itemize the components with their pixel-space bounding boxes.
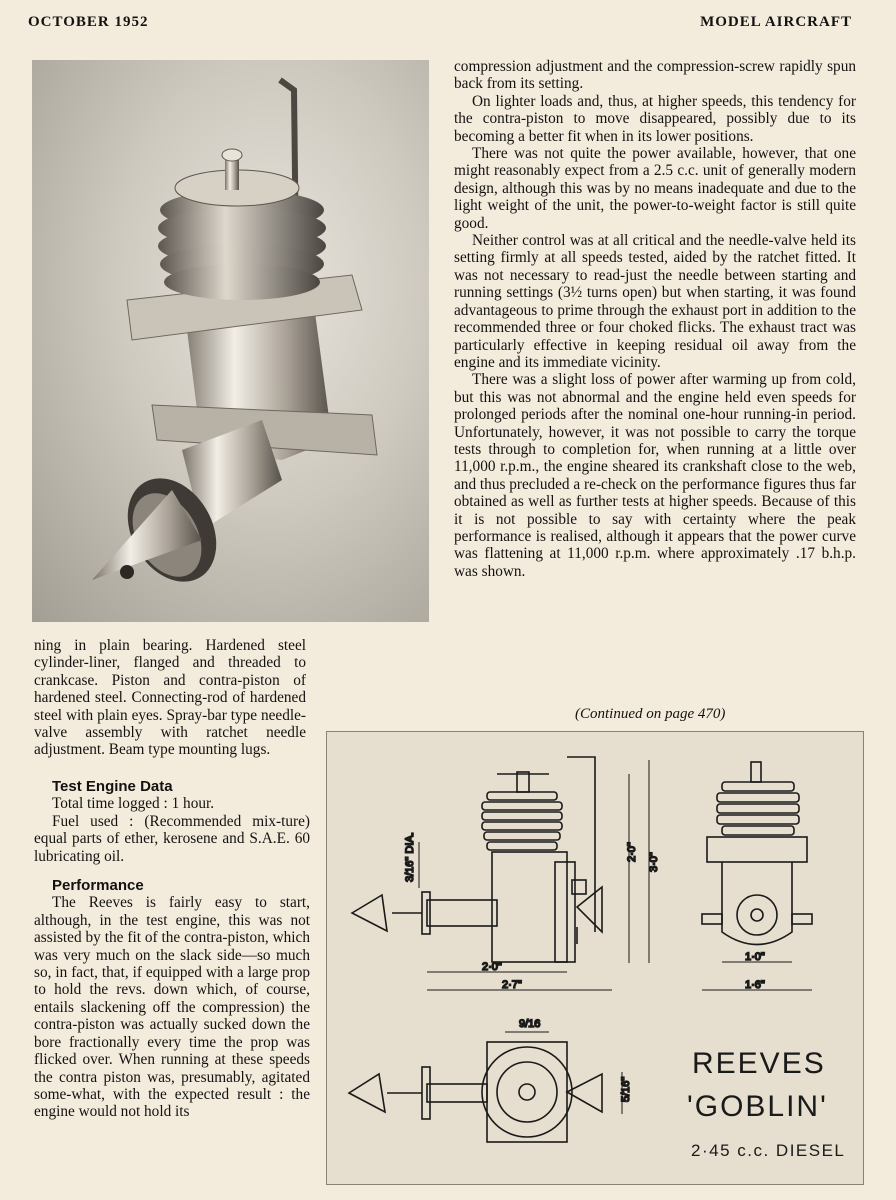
engine-photo [32,60,429,622]
performance-text: The Reeves is fairly easy to start, although, in the test engine, this was not assisted by the fit of the contra-piston, which was very much on the slack side—so much so, in fact, that, if equipped with a large prop to hold the revs. down which, of course, entails slackening off the compression) the contra-piston was actually sucked down the bore fractionally every time the prop was flicked over. When running at these speeds the contra piston was, presumably, agitated some-what, with the expected result : the engine would not hold its [34,894,310,1121]
dim-label: 2·7" [502,979,522,991]
left-column [34,778,310,1121]
drawing-title-2: 'GOBLIN' [687,1090,828,1123]
dim-label: 5/16" [620,1076,632,1102]
dim-label: 2·0" [482,961,502,973]
paragraph: compression adjustment and the compression-screw rapidly spun back from its setting. [454,58,856,93]
paragraph: There was a slight loss of power after warming up from cold, but this was not abnormal and the engine held even speeds for prolonged periods after the nominal one-hour running-in period. Unfortunately, however, it was not possible to carry the torque tests through to completion for, when running at a little over 11,000 r.p.m., the engine sheared its crankshaft close to the web, and thus precluded a re-check on the performance figures thus far obtained as well as further tests at higher speeds. Because of this it is not possible to say with certainty where the peak performance is realised, although it appears that the power curve was flattening at 11,000 r.p.m. where approximately .17 b.h.p. was shown. [454,371,856,580]
performance-heading: Performance [52,877,144,895]
dim-label: 2·0" [626,842,638,862]
paragraph: Neither control was at all critical and the needle-valve held its setting firmly at all speeds tested, aided by the ratchet fitted. It was not necessary to read-just the needle between starting and running settings (3½ turns open) but when starting, it was found advantageous to prime through the exhaust port in addition to the recommended three or four choked flicks. The exhaust tract was particularly effective in keeping residual oil away from the engine and its immediate vicinity. [454,232,856,371]
dim-label: 1·0" [745,951,765,963]
paragraph: There was not quite the power available, however, that one might reasonably expect from a 2.5 c.c. unit of generally modern design, although this was by no means inadequate and due to the light weight of the unit, the power-to-weight factor is still quite good. [454,145,856,232]
dim-label: 3/16" DIA. [404,832,416,882]
paragraph: On lighter loads and, thus, at higher speeds, this tendency for the contra-piston to move disappeared, possibly due to its becoming a better fit when in its lower positions. [454,92,856,145]
magazine-title: MODEL AIRCRAFT [700,14,852,30]
test-fuel: Fuel used : (Recommended mix-ture) equal parts of ether, kerosene and S.A.E. 60 lubricating oil. [34,812,310,865]
dim-label: 1·6" [745,979,765,991]
intro-paragraph: ning in plain bearing. Hardened steel cylinder-liner, flanged and threaded to crankcase. Piston and contra-piston of hardened steel. Connecting-rod of hardened steel with plain eyes. Spray-bar type needle-valve assembly with ratchet needle adjustment. Beam type mounting lugs. [34,637,306,759]
top-view [349,1032,622,1142]
side-view [352,757,649,990]
continued-note: (Continued on page 470) [575,706,726,722]
issue-date: OCTOBER 1952 [28,14,149,30]
drawing-title-1: REEVES [692,1047,826,1080]
test-data-heading: Test Engine Data [52,778,173,795]
dim-label: 3·0" [648,852,660,872]
engine-drawing [326,731,864,1185]
test-time: Total time logged : 1 hour. [52,795,215,813]
right-column [454,58,856,580]
drawing-subtitle: 2·45 c.c. DIESEL [691,1141,846,1160]
dim-label: 9/16 [519,1018,541,1030]
